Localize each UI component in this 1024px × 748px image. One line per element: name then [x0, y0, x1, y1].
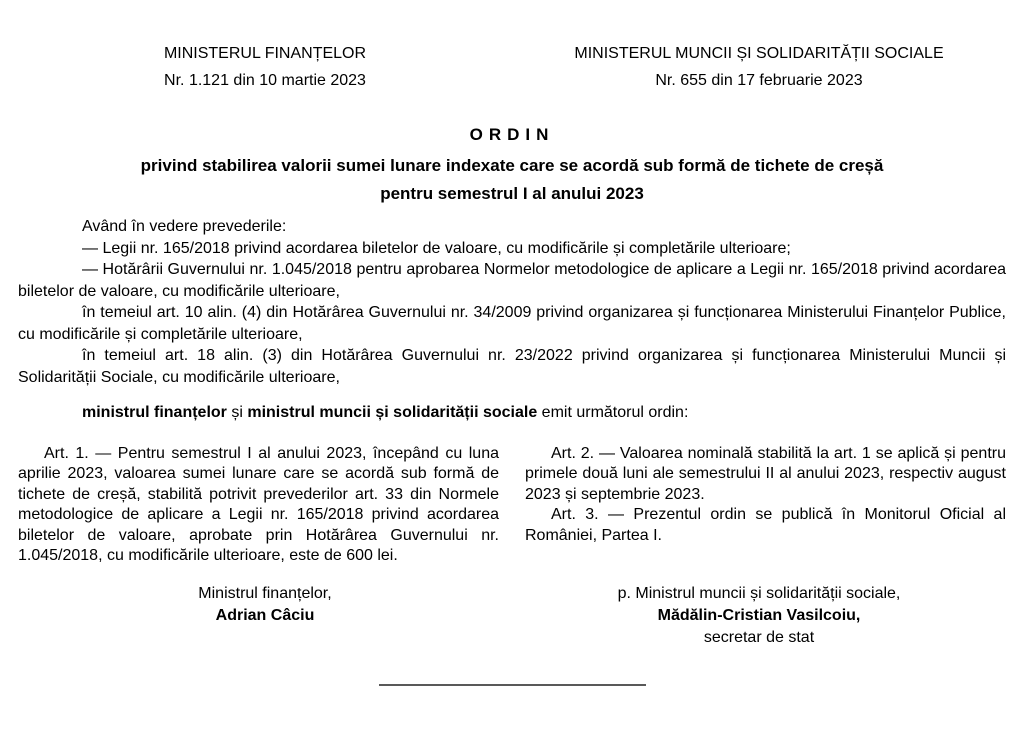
order-number-left: Nr. 1.121 din 10 martie 2023: [164, 72, 366, 89]
articles-columns: [18, 444, 1006, 568]
enacting-minister-1: ministrul finanțelor: [82, 404, 227, 421]
header-ministry-muncii: [512, 40, 1006, 94]
preamble-paragraph: Având în vedere prevederile:: [82, 218, 287, 235]
title-block: [18, 122, 1006, 208]
document-type-title: ORDIN: [469, 125, 555, 144]
signatures: [18, 583, 1006, 649]
document-subtitle: [18, 152, 1006, 208]
enacting-clause: [18, 402, 1006, 424]
articles-column-right: [525, 444, 1006, 568]
header-ministry-finante: [18, 40, 512, 94]
signature-right-title: p. Ministrul muncii și solidarității sociale,: [617, 585, 901, 603]
preamble: [18, 216, 1006, 388]
subtitle-line-2: pentru semestrul I al anului 2023: [380, 184, 644, 203]
preamble-paragraph: — Hotărârii Guvernului nr. 1.045/2018 pentru aprobarea Normelor metodologice de aplicare a Legii nr. 165/2018 privind acordarea biletelor de valoare, cu modificările ulterioare,: [18, 261, 1006, 300]
signature-right-role: secretar de stat: [703, 629, 815, 647]
signature-right-name: Mădălin-Cristian Vasilcoiu,: [657, 607, 861, 625]
article-1: Art. 1. — Pentru semestrul I al anului 2023, începând cu luna aprilie 2023, valoarea sumei lunare care se acordă sub formă de tichete de creșă, stabilită potrivit prevederilor art. 33 din Normele metodologice de aplicare a Legii nr. 165/2018 privind acordarea biletelor de valoare, aprobate prin Hotărârea Guvernului nr. 1.045/2018, cu modificările ulterioare, este de 600 lei.: [18, 444, 499, 565]
signature-right: [512, 583, 1006, 649]
preamble-paragraph: în temeiul art. 10 alin. (4) din Hotărârea Guvernului nr. 34/2009 privind organizarea și funcționarea Ministerului Finanțelor Publice, cu modificările și completările ulterioare,: [18, 304, 1006, 343]
enacting-connector: și: [226, 404, 248, 421]
bottom-divider-rule: [379, 684, 646, 686]
subtitle-line-1: privind stabilirea valorii sumei lunare indexate care se acordă sub formă de tichete de creșă: [140, 156, 884, 175]
article-3: Art. 3. — Prezentul ordin se publică în Monitorul Oficial al României, Partea I.: [525, 506, 1006, 544]
preamble-paragraph: — Legii nr. 165/2018 privind acordarea biletelor de valoare, cu modificările și completările ulterioare;: [82, 239, 791, 257]
ministry-name-right: MINISTERUL MUNCII ȘI SOLIDARITĂȚII SOCIALE: [574, 45, 944, 62]
preamble-paragraph: în temeiul art. 18 alin. (3) din Hotărârea Guvernului nr. 23/2022 privind organizarea și funcționarea Ministerului Muncii și Solidarității Sociale, cu modificările ulterioare,: [18, 347, 1006, 386]
articles-column-left: [18, 444, 499, 568]
signature-left: [18, 583, 512, 649]
signature-left-title: Ministrul finanțelor,: [198, 585, 332, 603]
enacting-minister-2: ministrul muncii și solidarității sociale: [247, 404, 538, 421]
order-number-right: Nr. 655 din 17 februarie 2023: [655, 72, 863, 89]
enacting-tail: emit următorul ordin:: [537, 404, 689, 421]
article-2: Art. 2. — Valoarea nominală stabilită la art. 1 se aplică și pentru primele două luni ale semestrului II al anului 2023, respectiv august 2023 și septembrie 2023.: [525, 444, 1006, 503]
ministry-name-left: MINISTERUL FINANȚELOR: [163, 45, 367, 62]
ministries-header: [18, 40, 1006, 94]
signature-left-name: Adrian Câciu: [215, 607, 315, 625]
